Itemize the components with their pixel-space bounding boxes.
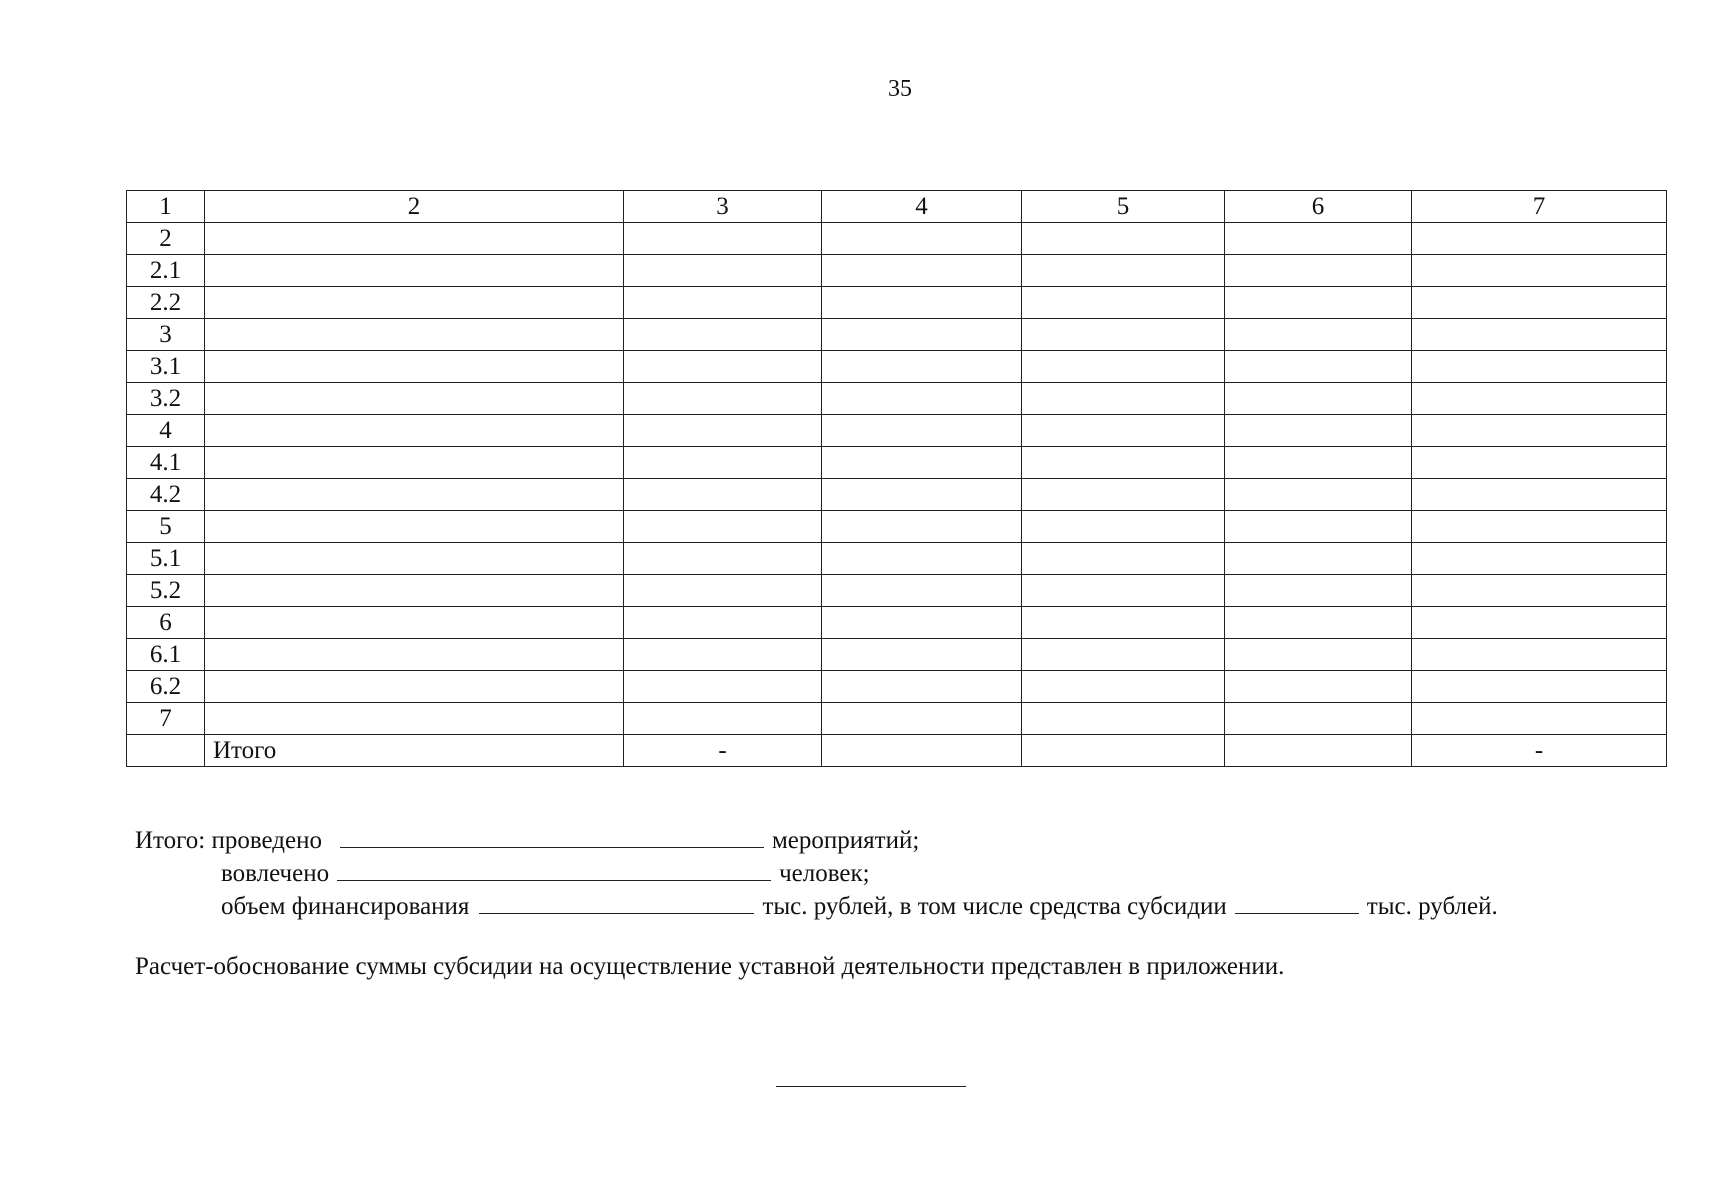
table-cell bbox=[822, 703, 1022, 735]
column-header: 2 bbox=[205, 191, 624, 223]
row-label bbox=[205, 447, 624, 479]
table-cell bbox=[624, 415, 822, 447]
table-cell bbox=[1412, 415, 1667, 447]
column-header: 3 bbox=[624, 191, 822, 223]
summary-involved-suffix: человек; bbox=[779, 860, 870, 887]
table-cell bbox=[1225, 223, 1412, 255]
table-cell bbox=[822, 351, 1022, 383]
table-cell bbox=[624, 639, 822, 671]
table-cell bbox=[822, 319, 1022, 351]
table-row bbox=[127, 511, 1667, 543]
summary-total-prefix: Итого: bbox=[135, 827, 206, 854]
table-cell bbox=[624, 223, 822, 255]
table-cell bbox=[624, 671, 822, 703]
table-cell bbox=[1022, 255, 1225, 287]
table-cell bbox=[624, 511, 822, 543]
column-header: 1 bbox=[127, 191, 205, 223]
table-cell bbox=[624, 287, 822, 319]
table-cell bbox=[1225, 511, 1412, 543]
summary-line-people bbox=[135, 857, 1695, 890]
table-cell bbox=[822, 287, 1022, 319]
summary-block bbox=[135, 824, 1695, 923]
table-cell bbox=[1412, 639, 1667, 671]
table-row bbox=[127, 639, 1667, 671]
table-cell bbox=[1412, 511, 1667, 543]
summary-funding-suffix: тыс. рублей, в том числе средства субсидии bbox=[762, 893, 1227, 920]
row-label bbox=[205, 607, 624, 639]
row-number: 5.2 bbox=[127, 575, 205, 607]
table-cell bbox=[822, 255, 1022, 287]
table-row bbox=[127, 703, 1667, 735]
summary-involved-label: вовлечено bbox=[221, 860, 330, 887]
table-cell bbox=[1022, 735, 1225, 767]
table-cell bbox=[1225, 447, 1412, 479]
table-cell bbox=[822, 575, 1022, 607]
row-label bbox=[205, 287, 624, 319]
table-row bbox=[127, 415, 1667, 447]
row-number: 5.1 bbox=[127, 543, 205, 575]
subsidy-amount-field[interactable] bbox=[1235, 891, 1359, 914]
row-number: 6.2 bbox=[127, 671, 205, 703]
table-cell bbox=[1412, 319, 1667, 351]
table-cell: - bbox=[624, 735, 822, 767]
table-cell bbox=[1225, 671, 1412, 703]
table-row bbox=[127, 671, 1667, 703]
row-number: 4.1 bbox=[127, 447, 205, 479]
table-cell bbox=[624, 703, 822, 735]
table-cell bbox=[624, 255, 822, 287]
summary-held-label: проведено bbox=[211, 827, 322, 854]
table-cell bbox=[822, 671, 1022, 703]
table-cell bbox=[624, 351, 822, 383]
table-cell bbox=[1022, 319, 1225, 351]
table-cell bbox=[1022, 639, 1225, 671]
row-number: 4.2 bbox=[127, 479, 205, 511]
table-row bbox=[127, 543, 1667, 575]
table-row bbox=[127, 575, 1667, 607]
table-cell bbox=[1225, 287, 1412, 319]
table-cell bbox=[1022, 415, 1225, 447]
row-number: 2 bbox=[127, 223, 205, 255]
row-number: 2.2 bbox=[127, 287, 205, 319]
table-row bbox=[127, 479, 1667, 511]
row-number: 5 bbox=[127, 511, 205, 543]
row-number: 6.1 bbox=[127, 639, 205, 671]
table-cell bbox=[1225, 479, 1412, 511]
row-label bbox=[205, 671, 624, 703]
table-cell bbox=[1225, 607, 1412, 639]
table-cell bbox=[624, 383, 822, 415]
funding-amount-field[interactable] bbox=[479, 891, 754, 914]
row-number: 3.1 bbox=[127, 351, 205, 383]
table-row bbox=[127, 383, 1667, 415]
table-cell bbox=[1022, 287, 1225, 319]
table-cell bbox=[1225, 351, 1412, 383]
table-cell bbox=[1225, 543, 1412, 575]
row-label bbox=[205, 255, 624, 287]
row-label bbox=[205, 511, 624, 543]
table-row bbox=[127, 351, 1667, 383]
column-header: 4 bbox=[822, 191, 1022, 223]
table-header-row bbox=[127, 191, 1667, 223]
table-cell bbox=[822, 447, 1022, 479]
table-cell bbox=[1412, 703, 1667, 735]
report-table bbox=[126, 190, 1667, 767]
summary-held-suffix: мероприятий; bbox=[771, 827, 920, 854]
table-cell bbox=[1412, 447, 1667, 479]
table-cell bbox=[1022, 575, 1225, 607]
table-cell bbox=[1022, 511, 1225, 543]
table-cell bbox=[1022, 607, 1225, 639]
table-cell bbox=[1412, 479, 1667, 511]
table-cell bbox=[822, 639, 1022, 671]
row-label bbox=[205, 383, 624, 415]
row-number: 2.1 bbox=[127, 255, 205, 287]
row-label bbox=[205, 479, 624, 511]
table-cell bbox=[624, 607, 822, 639]
held-count-field[interactable] bbox=[340, 825, 764, 848]
table-cell: - bbox=[1412, 735, 1667, 767]
table-cell bbox=[1225, 383, 1412, 415]
column-header: 6 bbox=[1225, 191, 1412, 223]
table-cell bbox=[1225, 575, 1412, 607]
table-cell bbox=[1225, 703, 1412, 735]
table-cell bbox=[1022, 223, 1225, 255]
row-label bbox=[205, 319, 624, 351]
row-number: 6 bbox=[127, 607, 205, 639]
table-row bbox=[127, 319, 1667, 351]
row-label bbox=[205, 415, 624, 447]
table-cell bbox=[624, 575, 822, 607]
table-cell bbox=[1225, 639, 1412, 671]
table-cell bbox=[624, 479, 822, 511]
table-cell bbox=[822, 383, 1022, 415]
row-label bbox=[205, 351, 624, 383]
table-cell bbox=[624, 319, 822, 351]
row-label bbox=[205, 703, 624, 735]
table-row bbox=[127, 735, 1667, 767]
table-cell bbox=[1022, 383, 1225, 415]
row-number: 3 bbox=[127, 319, 205, 351]
table-cell bbox=[1022, 543, 1225, 575]
table-cell bbox=[822, 511, 1022, 543]
summary-line-funding bbox=[135, 890, 1695, 923]
table-cell bbox=[1412, 351, 1667, 383]
table-cell bbox=[1022, 671, 1225, 703]
table-cell bbox=[1022, 351, 1225, 383]
table-cell bbox=[822, 223, 1022, 255]
table-cell bbox=[1022, 703, 1225, 735]
table-cell bbox=[624, 543, 822, 575]
row-number: 7 bbox=[127, 703, 205, 735]
justification-note: Расчет-обоснование суммы субсидии на осуществление уставной деятельности представлен в приложении. bbox=[135, 953, 1285, 980]
table-cell bbox=[1022, 479, 1225, 511]
table-cell bbox=[1225, 255, 1412, 287]
table-cell bbox=[1412, 607, 1667, 639]
table-cell bbox=[1225, 415, 1412, 447]
row-label: Итого bbox=[205, 735, 624, 767]
table-cell bbox=[1412, 543, 1667, 575]
column-header: 5 bbox=[1022, 191, 1225, 223]
summary-line-events bbox=[135, 824, 1695, 857]
table-cell bbox=[1412, 255, 1667, 287]
end-divider bbox=[776, 1086, 966, 1087]
column-header: 7 bbox=[1412, 191, 1667, 223]
row-number: 3.2 bbox=[127, 383, 205, 415]
summary-subsidy-suffix: тыс. рублей. bbox=[1366, 893, 1498, 920]
table-cell bbox=[1412, 287, 1667, 319]
table-body bbox=[127, 223, 1667, 767]
row-label bbox=[205, 575, 624, 607]
row-number: 4 bbox=[127, 415, 205, 447]
table-cell bbox=[1225, 735, 1412, 767]
row-label bbox=[205, 639, 624, 671]
table-row bbox=[127, 287, 1667, 319]
table-cell bbox=[822, 735, 1022, 767]
table-row bbox=[127, 223, 1667, 255]
summary-funding-label: объем финансирования bbox=[221, 893, 470, 920]
table-cell bbox=[624, 447, 822, 479]
row-label bbox=[205, 223, 624, 255]
row-label bbox=[205, 543, 624, 575]
table-cell bbox=[1412, 671, 1667, 703]
table-cell bbox=[822, 607, 1022, 639]
table-cell bbox=[822, 479, 1022, 511]
table-cell bbox=[822, 415, 1022, 447]
table-cell bbox=[1022, 447, 1225, 479]
row-number bbox=[127, 735, 205, 767]
involved-count-field[interactable] bbox=[337, 858, 771, 881]
page-number: 35 bbox=[888, 76, 912, 102]
table-cell bbox=[1412, 223, 1667, 255]
table-row bbox=[127, 255, 1667, 287]
table-cell bbox=[1225, 319, 1412, 351]
table-cell bbox=[1412, 383, 1667, 415]
table-row bbox=[127, 447, 1667, 479]
table-row bbox=[127, 607, 1667, 639]
table-cell bbox=[822, 543, 1022, 575]
table-cell bbox=[1412, 575, 1667, 607]
